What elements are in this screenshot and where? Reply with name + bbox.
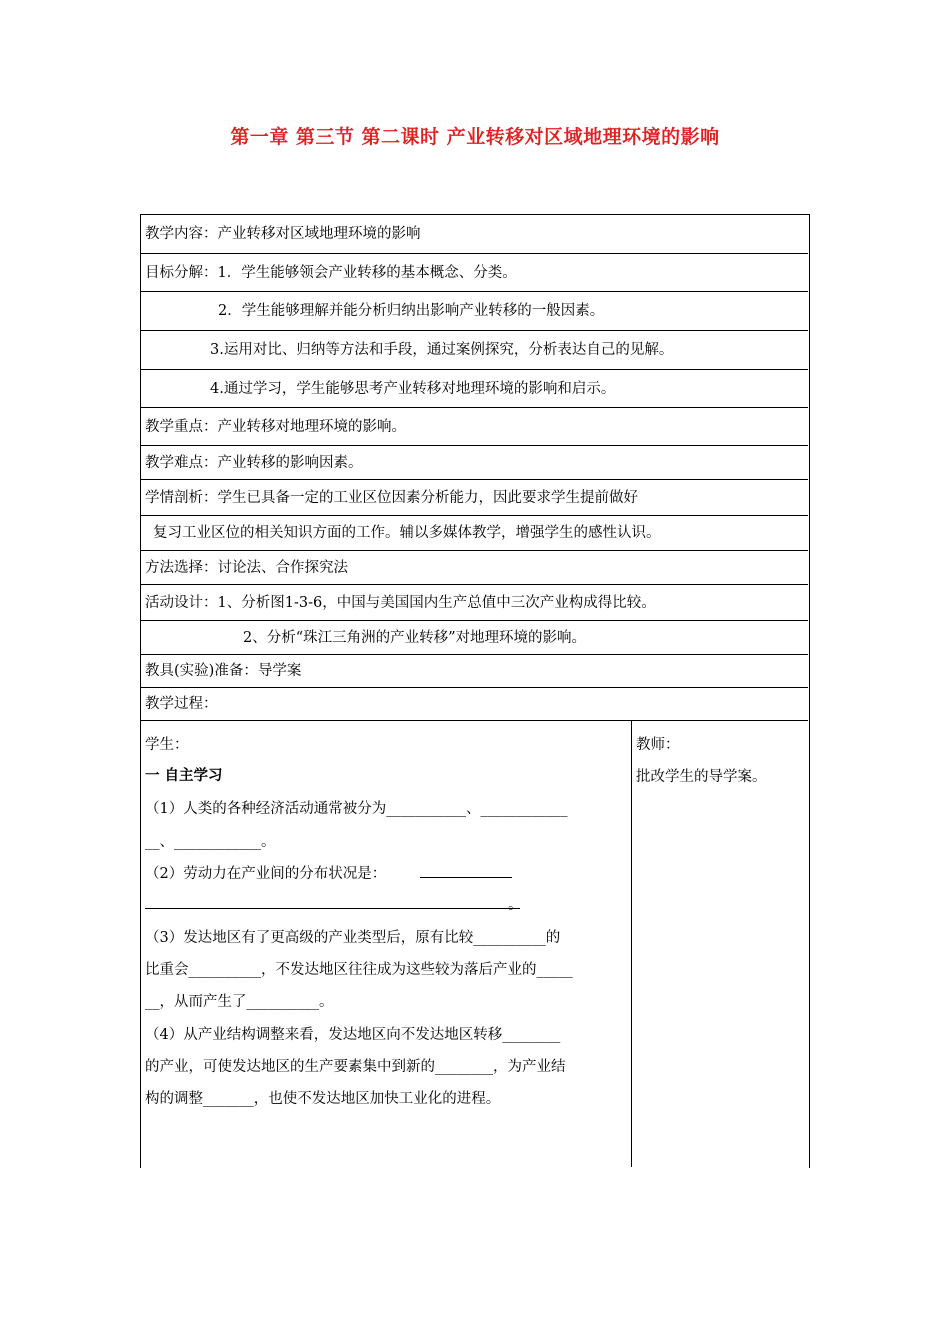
- goal-3-text: 3.运用对比、归纳等方法和手段，通过案例探究，分析表达自己的见解。: [210, 342, 674, 358]
- process-text: 教学过程：: [145, 696, 218, 712]
- analysis-1-text: 学情剖析：学生已具备一定的工业区位因素分析能力，因此要求学生提前做好: [145, 489, 638, 506]
- section-heading: 一 自主学习: [145, 768, 223, 784]
- content-text: 教学内容：产业转移对区域地理环境的影响: [145, 225, 421, 242]
- row-content: [140, 214, 808, 254]
- row-tools: [140, 655, 808, 688]
- activity-2-text: 2、分析“珠江三角洲的产业转移”对地理环境的影响。: [243, 629, 587, 646]
- row-goal-4: [140, 370, 808, 408]
- row-activity-1: [140, 585, 808, 621]
- question-3-line-1: （3）发达地区有了更高级的产业类型后，原有比较__________的: [145, 930, 561, 946]
- row-analysis-1: [140, 480, 808, 516]
- tools-text: 教具(实验)准备：导学案: [145, 663, 302, 679]
- question-2-line-2: 。: [508, 897, 523, 913]
- teacher-note: 批改学生的导学案。: [636, 769, 767, 785]
- method-text: 方法选择：讨论法、合作探究法: [145, 559, 348, 576]
- row-key-point: [140, 408, 808, 446]
- key-point-text: 教学重点：产业转移对地理环境的影响。: [145, 418, 406, 435]
- question-1-line-1: （1）人类的各种经济活动通常被分为___________、____________: [145, 801, 568, 817]
- student-label: 学生：: [145, 737, 189, 753]
- question-4-line-2: 的产业，可使发达地区的生产要素集中到新的________，为产业结: [145, 1059, 566, 1075]
- analysis-2-text: 复习工业区位的相关知识方面的工作。辅以多媒体教学，增强学生的感性认识。: [153, 525, 661, 541]
- question-1-line-2: __、____________。: [145, 834, 276, 850]
- question-2-line-1: （2）劳动力在产业间的分布状况是：: [145, 866, 387, 882]
- column-divider: [631, 721, 632, 1167]
- question-3-line-3: __，从而产生了__________。: [145, 994, 334, 1010]
- row-method: [140, 551, 808, 585]
- page-title: 第一章 第三节 第二课时 产业转移对区域地理环境的影响: [230, 126, 720, 148]
- row-goal-2: [140, 292, 808, 331]
- teacher-label: 教师：: [636, 737, 680, 753]
- difficulty-text: 教学难点：产业转移的影响因素。: [145, 454, 363, 471]
- question-4-line-3: 构的调整_______，也使不发达地区加快工业化的进程。: [145, 1091, 501, 1107]
- goal-4-text: 4.通过学习，学生能够思考产业转移对地理环境的影响和启示。: [210, 380, 616, 397]
- goal-2-text: 2．学生能够理解并能分析归纳出影响产业转移的一般因素。: [218, 303, 605, 319]
- question-2-blank-1: [420, 877, 512, 878]
- goal-1-text: 目标分解：1．学生能够领会产业转移的基本概念、分类。: [145, 264, 517, 281]
- question-2-blank-2: [145, 908, 520, 909]
- row-analysis-2: [140, 516, 808, 551]
- row-difficulty: [140, 446, 808, 480]
- row-goal-3: [140, 331, 808, 370]
- row-goal-1: [140, 254, 808, 292]
- row-activity-2: [140, 621, 808, 655]
- row-process: [140, 688, 808, 721]
- question-4-line-1: （4）从产业结构调整来看，发达地区向不发达地区转移________: [145, 1027, 561, 1043]
- activity-1-text: 活动设计：1、分析图1-3-6，中国与美国国内生产总值中三次产业构成得比较。: [145, 594, 656, 611]
- question-3-line-2: 比重会__________，不发达地区往往成为这些较为落后产业的_____: [145, 962, 573, 978]
